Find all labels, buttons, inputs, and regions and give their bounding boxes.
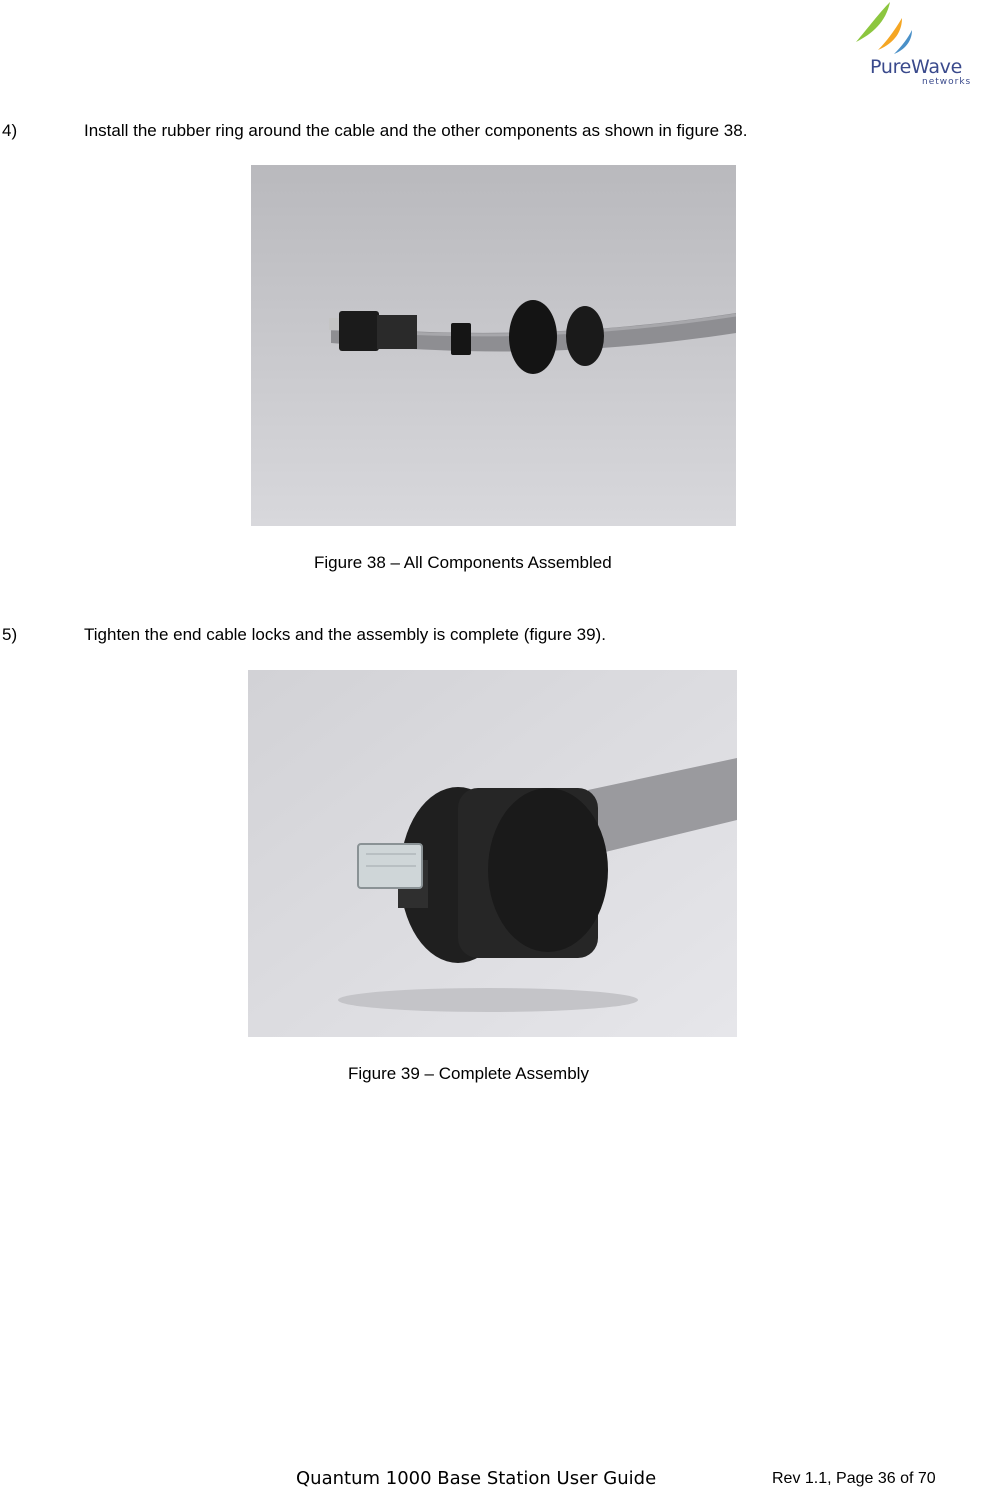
figure-caption: Figure 38 – All Components Assembled (314, 553, 612, 572)
figure-39-photo (248, 670, 737, 1037)
figure-caption: Figure 39 – Complete Assembly (348, 1064, 589, 1083)
cable-components-photo-icon (251, 165, 736, 526)
purewave-logo (850, 0, 980, 92)
step-text: Tighten the end cable locks and the assembly is complete (figure 39). (84, 625, 606, 644)
footer-page-info: Rev 1.1, Page 36 of 70 (772, 1470, 936, 1487)
footer-document-title: Quantum 1000 Base Station User Guide (296, 1468, 657, 1489)
cable-assembly-photo-icon (248, 670, 737, 1037)
figure-38-photo (251, 165, 736, 526)
step-number: 5) (2, 625, 18, 644)
logo-wordmark: PureWave (870, 56, 962, 78)
logo-tagline: networks (922, 77, 972, 87)
step-number: 4) (2, 121, 18, 140)
step-text: Install the rubber ring around the cable and the other components as shown in figure 38. (84, 121, 748, 140)
logo-swoosh-icon (850, 0, 980, 60)
